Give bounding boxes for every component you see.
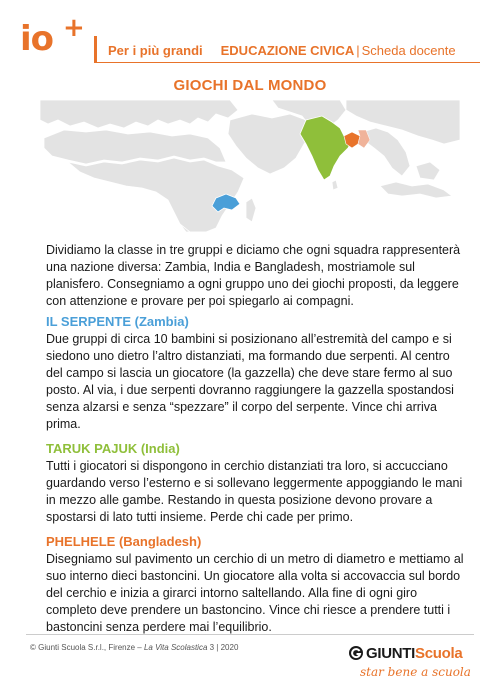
map-europe — [40, 100, 238, 128]
publisher-slogan: star bene a scuola — [360, 665, 471, 679]
map-north-africa — [44, 130, 226, 164]
map-southeast-asia — [362, 128, 410, 176]
game-text-zambia: Due gruppi di circa 10 bambini si posizionano all’estremità del campo e si siedono uno dietro l’altro distanziati, ma formando due serpenti. Al centro del campo si lascia un giocatore (la gazzella) che deve stare fermo al suo posto. Al via, i due serpenti dovranno raggiungere la gazzella spostandosi senza alzarsi e senza “spezzare” il corpo del serpente. Vince chi arriva prima. — [46, 332, 454, 431]
giunti-g-icon — [348, 645, 364, 661]
map-india — [300, 116, 352, 180]
game-heading-zambia: IL SERPENTE (Zambia) — [46, 314, 189, 329]
intro-paragraph: Dividiamo la classe in tre gruppi e diciamo che ogni squadra rappresenterà una nazione diversa: Zambia, India e Bangladesh, mostriamole sul planisfero. Consegniamo a ogni gruppo uno dei giochi proposti, da leggere con attenzione e provare per poi spiegarlo ai compagni. — [46, 243, 461, 308]
game-text-india: Tutti i giocatori si dispongono in cerchio distanziati tra loro, si accucciano guardando verso l’esterno e si sollevano leggermente appoggiando le mani in mezzo alle gambe. Restando in questa posizione devono provare a spostarsi di lato tutti insieme. Perde chi cade per primo. — [46, 459, 463, 524]
game-block-zambia — [46, 312, 466, 433]
map-madagascar — [246, 198, 256, 222]
footer-divider — [26, 634, 474, 635]
logo: io — [20, 19, 54, 59]
header-divider — [94, 62, 480, 63]
map-indonesia — [380, 182, 452, 198]
header-subject: EDUCAZIONE CIVICA — [220, 43, 355, 58]
header-doc-type: Scheda docente — [361, 43, 456, 58]
copyright — [30, 643, 238, 652]
map-central-africa — [68, 158, 244, 232]
copyright-issue: 3 | 2020 — [207, 643, 239, 652]
logo-plus-icon: + — [63, 13, 85, 43]
game-block-india — [46, 439, 466, 526]
copyright-prefix: © Giunti Scuola S.r.l., Firenze – — [30, 643, 144, 652]
header-separator: | — [356, 43, 360, 58]
map-arabia — [228, 114, 312, 174]
game-block-bangladesh — [46, 532, 466, 636]
map-borneo — [416, 162, 440, 180]
game-text-bangladesh: Disegniamo sul pavimento un cerchio di un metro di diametro e mettiamo al suo interno dieci bastoncini. Un giocatore alla volta si accovaccia sul bordo del cerchio e inizia a girarci intorno saltellando. Alla fine di ogni giro completo deve prendere un bastoncino. Vince chi riesce a prendere tutti i bastoncini senza perdere mai l’equilibrio. — [46, 552, 464, 634]
map-sri-lanka — [332, 180, 338, 190]
publisher-logo — [348, 643, 478, 687]
publisher-name-b: Scuola — [415, 645, 463, 662]
game-heading-bangladesh: PHELHELE (Bangladesh) — [46, 534, 202, 549]
header-text — [108, 43, 456, 58]
content-body — [46, 242, 466, 642]
world-map — [40, 100, 460, 232]
header-section: Per i più grandi — [108, 43, 203, 58]
header-accent-bar — [94, 36, 97, 62]
game-heading-india: TARUK PAJUK (India) — [46, 441, 180, 456]
publisher-name-a: GIUNTI — [366, 645, 416, 662]
page-title: GIOCHI DAL MONDO — [173, 77, 327, 94]
page-header — [0, 0, 500, 70]
publisher-name — [366, 645, 462, 662]
copyright-magazine: La Vita Scolastica — [143, 643, 208, 652]
